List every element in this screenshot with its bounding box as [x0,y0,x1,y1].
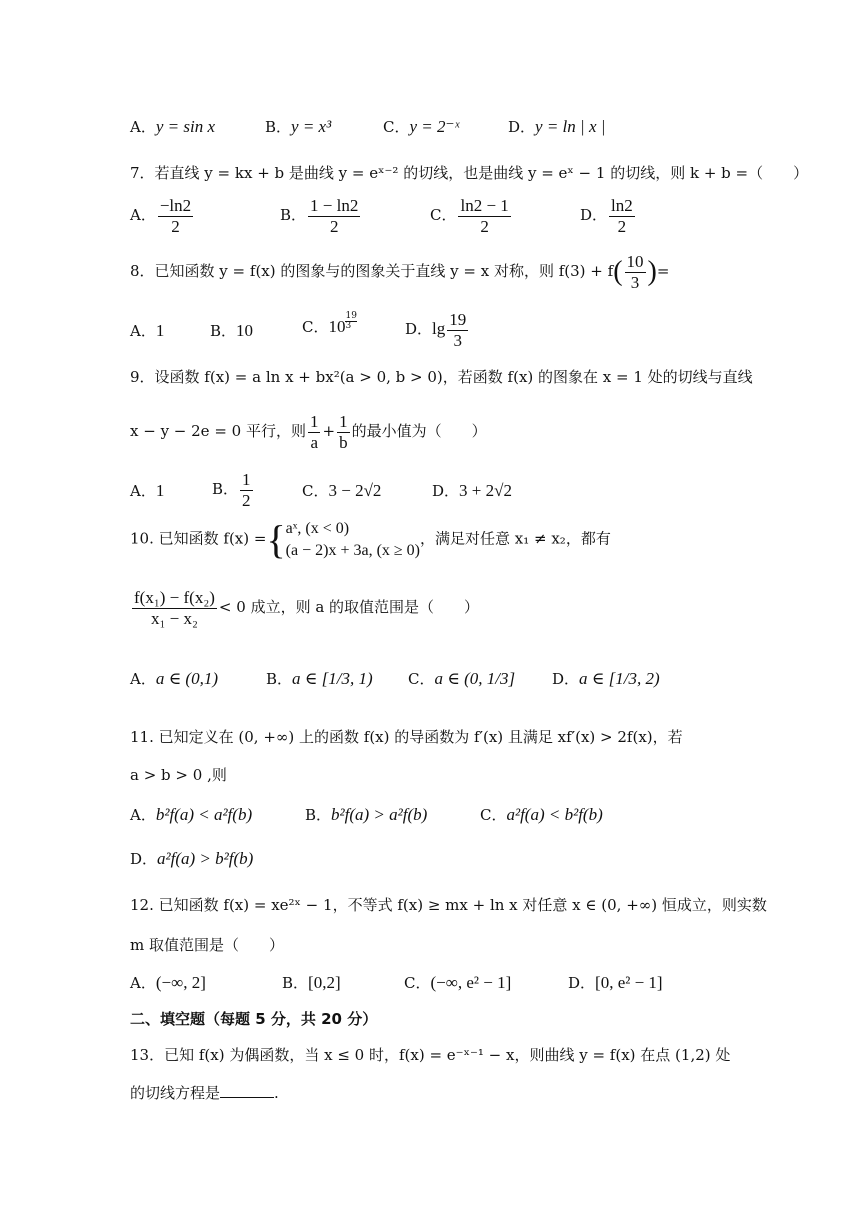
q12-stem-line2: m 取值范围是（ ） [130,936,284,954]
q7-option-a[interactable]: A． $\frac{-\ln 2}{2}$ [130,196,192,236]
fraction: $\frac{\ln 2}{2}$ [611,196,633,236]
q10-option-b[interactable]: B．a ∈ [1/3, 1) [266,669,373,688]
fraction: $\frac{1 - \ln 2}{2}$ [310,196,359,236]
q10-option-c[interactable]: C．a ∈ (0, 1/3] [408,669,516,688]
q8-option-b[interactable]: B．10 [210,321,254,340]
q6-option-b[interactable]: B．y = x³ [265,117,332,136]
q12-option-d[interactable]: D．[0, e² − 1] [568,973,663,992]
q10-stem-line2: $\frac{\text{f(x₁) − f(x₂)}}{\text{x₁ − x₂}}$ < 0 成立，则 a 的取值范围是（ ） [134,588,480,628]
q11-option-b[interactable]: B．b²f(a) > a²f(b) [305,805,428,824]
q8-option-c[interactable]: C．10 $\frac{19}{3}$ [302,311,357,336]
q7-option-d[interactable]: D． $\frac{\ln 2}{2}$ [580,196,633,236]
q11-stem-line1: 11. 已知定义在 (0, +∞) 上的函数 f(x) 的导函数为 f′(x) 且满足 xf′(x) > 2f(x)，若 [130,728,683,746]
q11-stem-line2: a > b > 0 ,则 [130,766,227,784]
section-title: 二、填空题（每题 5 分，共 20 分） [130,1010,378,1028]
q11-option-d[interactable]: D．a²f(a) > b²f(b) [130,849,254,868]
q6-option-d[interactable]: D．y = ln | x | [508,117,606,136]
q9-option-d[interactable]: D．3 + 2√2 [432,481,512,500]
q7-option-b[interactable]: B． $\frac{1 - \ln 2}{2}$ [280,196,359,236]
q9-stem-line1: 9．设函数 f(x) = a ln x + bx²(a > 0, b > 0)，若函数 f(x) 的图象在 x = 1 处的切线与直线 [130,368,753,386]
q6-option-c[interactable]: C．y = 2⁻ˣ [383,117,460,136]
q8-option-d[interactable]: D．lg $\frac{19}{3}$ [405,310,467,350]
q8-option-a[interactable]: A．1 [130,321,165,340]
q10-option-d[interactable]: D．a ∈ [1/3, 2) [552,669,660,688]
q12-option-c[interactable]: C．(−∞, e² − 1] [404,973,512,992]
q6-option-a[interactable]: A．y = sin x [130,117,215,136]
q10-option-a[interactable]: A．a ∈ (0,1) [130,669,218,688]
q9-stem-line2: x − y − 2e = 0 平行，则 $\frac{1}{a}$ + $\frac{1}{b}$ 的最小值为（ ） [130,412,487,452]
answer-blank[interactable] [220,1097,274,1098]
q11-option-a[interactable]: A．b²f(a) < a²f(b) [130,805,253,824]
fraction: $\frac{\ln 2 - 1}{2}$ [460,196,509,236]
q7-option-c[interactable]: C． $\frac{\ln 2 - 1}{2}$ [430,196,509,236]
fraction: $\frac{-\ln 2}{2}$ [159,196,192,236]
q12-stem-line1: 12. 已知函数 f(x) = xe²ˣ − 1，不等式 f(x) ≥ mx + ln x 对任意 x ∈ (0, +∞) 恒成立，则实数 [130,896,767,914]
q7-stem: 7．若直线 y = kx + b 是曲线 y = eˣ⁻² 的切线，也是曲线 y = eˣ − 1 的切线，则 k + b =（ ） [130,164,809,182]
q12-option-a[interactable]: A．(−∞, 2] [130,973,206,992]
q12-option-b[interactable]: B．[0,2] [282,973,341,992]
q9-option-c[interactable]: C．3 − 2√2 [302,481,382,500]
q10-stem-line1: 10. 已知函数 f(x) ={ aˣ, (x < 0) (a − 2)x + 3a, (x ≥ 0) ，满足对任意 x₁ ≠ x₂，都有 [130,516,611,562]
q13-stem-line2: 的切线方程是 . [130,1084,279,1102]
q9-option-b[interactable]: B． $\frac{1}{2}$ [212,470,251,510]
q11-option-c[interactable]: C．a²f(a) < b²f(b) [480,805,603,824]
q13-stem-line1: 13．已知 f(x) 为偶函数，当 x ≤ 0 时，f(x) = e⁻ˣ⁻¹ − x，则曲线 y = f(x) 在点 (1,2) 处 [130,1046,731,1064]
q9-option-a[interactable]: A．1 [130,481,165,500]
q8-stem: 8．已知函数 y = f(x) 的图象与的图象关于直线 y = x 对称，则 f(3) + f( $\frac{10}{3}$ )= [130,252,670,292]
